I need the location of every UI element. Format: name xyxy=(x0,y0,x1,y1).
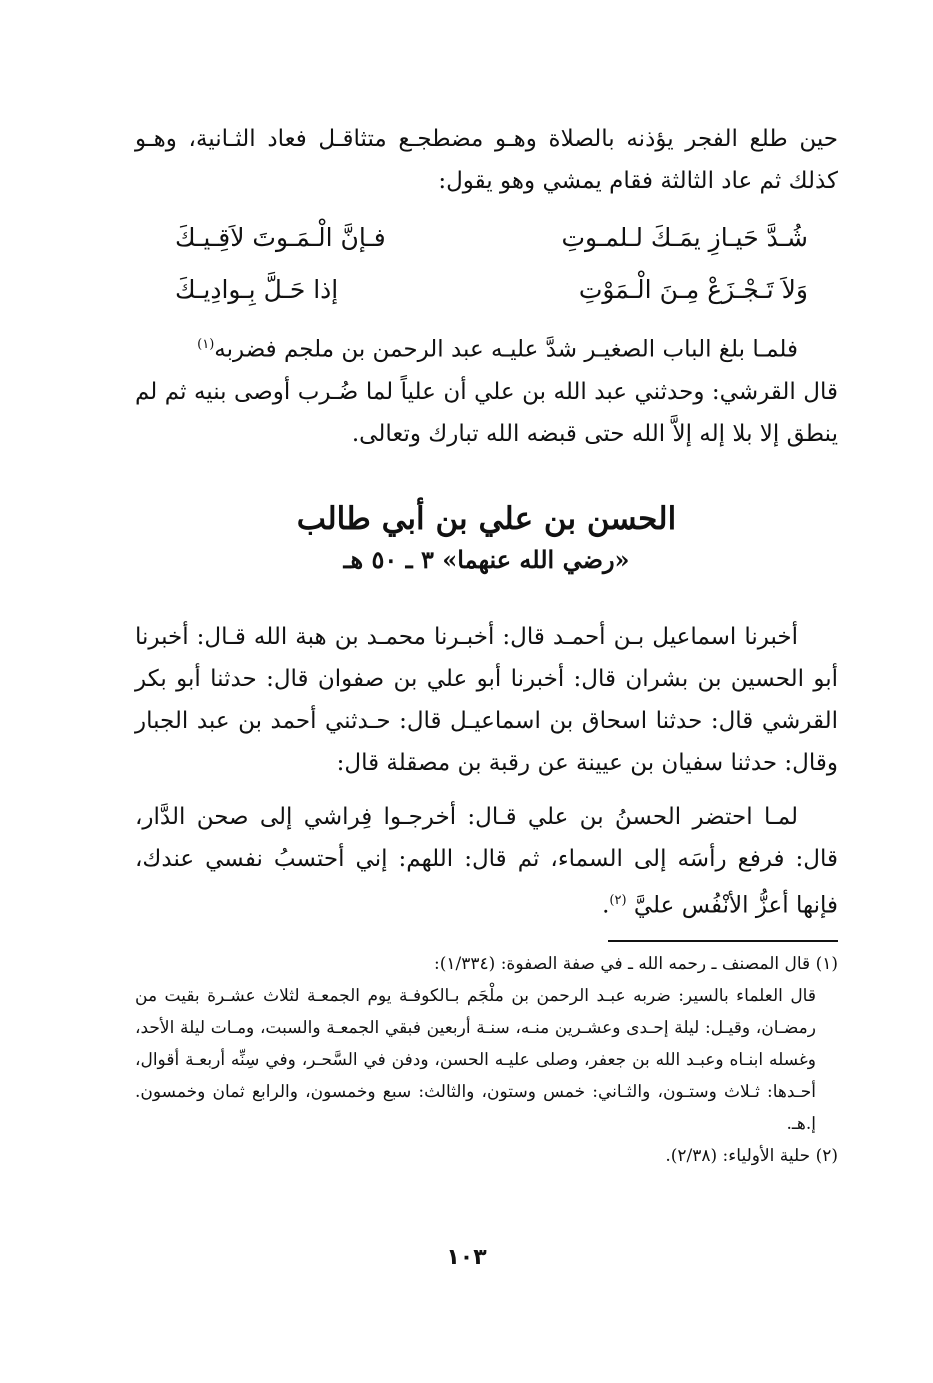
poem-verse xyxy=(135,212,838,316)
verse-2-first-hemistich: وَلاَ تَـجْـزَعْ مِـنَ الْـمَوْتِ xyxy=(578,275,808,304)
page-number: ١٠٣ xyxy=(446,1245,487,1270)
verse-line-2 xyxy=(135,264,838,316)
paragraph-assassination-text: فلمـا بلغ الباب الصغيـر شدَّ عليـه عبد الرحمن بن ملجم فضربه xyxy=(214,336,798,363)
verse-1-first-hemistich: شُـدَّ حَيـازِ يمَـكَ لـلمـوتِ xyxy=(561,223,808,252)
verse-1-second-hemistich: فـإنَّ الْـمَـوتَ لاَقِـيـكَ xyxy=(175,223,386,252)
paragraph-hasan-death-text: لمـا احتضر الحسنُ بن علي قـال: أخرجـوا فِراشي إلى صحن الدَّار، قال: فرفع رأسَه إلى السماء، ثم قال: اللهم: إني أحتسبُ نفسي عندك، فإنها أعزُّ الأنْفُس عليَّ xyxy=(135,803,838,919)
paragraph-dawn-line2: كذلك ثم عاد الثالثة فقام يمشي وهو يقول: xyxy=(438,168,838,194)
footnote-1-body: قال العلماء بالسير: ضربه عبـد الرحمن بن ملْجَم بـالكوفـة يوم الجمعـة لثلاث عشـرة بقيت من رمضـان، وقيـل: ليلة إحـدى وعشـرين منـه، سنـة أربعين فبقي الجمعـة والسبت، ومـات ليلة الأحد، وغسله ابنـاه وعبـد الله بن جعفر، وصلى عليـه الحسن، ودفن في السَّحـر، وفي سِنِّه أربعـة أقوال، أحـدها: ثـلاث وستـون، والثـاني: خمس وستون، والثالث: سبع وخمسون، والرابع ثمان وخمسون. إ.هـ. xyxy=(135,986,816,1135)
verse-2-second-hemistich: إذا حَـلَّ بِـوادِيـكَ xyxy=(175,275,339,304)
book-page xyxy=(135,118,838,1383)
footnote-separator xyxy=(608,940,838,942)
paragraph-assassination xyxy=(135,324,838,371)
section-subtitle: «رضي الله عنهما» ٣ ـ ٥٠ هـ xyxy=(343,544,630,574)
footnote-ref-1: (١) xyxy=(197,337,215,352)
verse-line-1 xyxy=(135,212,838,264)
paragraph-gap xyxy=(135,784,838,796)
paragraph-qurashi: قال القرشي: وحدثني عبد الله بن علي أن علياً لما ضُـرب أوصى بنيه ثم لم ينطق إلا بلا إله إلاَّ الله حتى قبضه الله تبارك وتعالى. xyxy=(135,378,838,447)
paragraph-dawn xyxy=(135,118,838,202)
paragraph-dawn-line1: حين طلع الفجر يؤذنه بالصلاة وهـو مضطجـع متثاقـل فعاد الثـانية، وهـو xyxy=(135,126,838,152)
paragraph-isnad: أخبرنا اسماعيل بـن أحمـد قال: أخبـرنا محمـد بن هبة الله قـال: أخبرنا أبو الحسين بن بشران قال: أخبرنا أبو علي بن صفوان قال: حدثنا أبو بكر القرشي قال: حدثنا اسحاق بن اسماعيـل قال: حـدثني أحمد بن عبد الجبار وقال: حدثنا سفيان بن عيينة عن رقبة بن مصقلة قال: xyxy=(135,623,838,776)
paragraph-hasan-death xyxy=(135,796,838,927)
paragraph-hasan-death-end: . xyxy=(602,892,610,919)
footnote-ref-2: (٢) xyxy=(609,892,627,908)
footnote-1-heading: (١) قال المصنف ـ رحمه الله ـ في صفة الصفوة: (١/٣٣٤): xyxy=(434,954,838,975)
section-title: الحسن بن علي بن أبي طالب xyxy=(296,500,677,537)
footnotes xyxy=(135,948,838,1172)
footnote-2: (٢) حلية الأولياء: (٢/٣٨). xyxy=(665,1146,838,1167)
